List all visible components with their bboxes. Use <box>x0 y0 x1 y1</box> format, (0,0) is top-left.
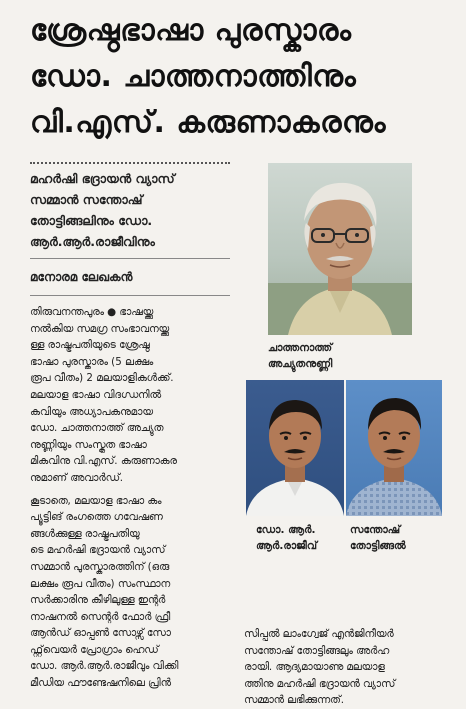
body-line: ആൻഡ് ഓപ്പൺ സോഴ്സ് സോ <box>30 627 171 640</box>
body-line: ത്തിനു മഹർഷി ഭദ്രായൻ വ്യാസ് <box>244 677 396 690</box>
divider <box>30 258 230 259</box>
body-line: ങ്ങൾക്കുള്ള രാഷ്ട്രപതിയു <box>30 527 140 540</box>
byline: മനോരമ ലേഖകൻ <box>30 270 133 284</box>
headline-line: ശ്രേഷ്ഠഭാഷാ പുരസ്കാരം <box>30 13 352 48</box>
body-line: ഫ്റ്റ്‌വെയർ പ്രോഗ്രാം ഹെഡ് <box>30 643 159 656</box>
subheadline-line: മഹർഷി ഭദ്രായൻ വ്യാസ് <box>30 171 175 186</box>
body-line: കവിയും അധ്യാപകനുമായ <box>30 405 153 418</box>
subheadline-line: സമ്മാൻ സന്തോഷ് <box>30 192 143 207</box>
body-line: നാഷനൽ സെന്റർ ഫോർ ഫ്രീ <box>30 610 171 623</box>
body-line: ള്ള രാഷ്ട്രപതിയുടെ ശ്രേഷ്ഠ <box>30 339 150 352</box>
photo-caption-left <box>256 522 317 554</box>
body-line: ഡോ. ചാത്തനാത്ത് അച്യുത <box>30 422 164 435</box>
divider-dotted <box>30 162 230 164</box>
caption-line: അച്യുതനുണ്ണി <box>268 358 333 370</box>
body-line: ഡോ. ആർ.ആർ.രാജീവും വിക്കി <box>30 660 179 673</box>
caption-line: ഡോ. ആർ. <box>256 524 316 536</box>
portrait-photo-santhosh <box>346 380 442 516</box>
photo-caption-right <box>350 522 406 554</box>
portrait-illustration <box>346 380 442 516</box>
headline-line: വി.എസ്. കരുണാകരനും <box>30 105 386 140</box>
divider <box>30 295 230 296</box>
body-line: രായി. ആദ്യമായാണു മലയാള <box>244 661 385 674</box>
body-line: മലയാള ഭാഷാ വിദഗ്ധനിൽ <box>30 388 161 401</box>
body-line: പ്യൂട്ടിങ് രംഗത്തെ ഗവേഷണ <box>30 511 163 524</box>
portrait-photo-rajeev <box>246 380 344 516</box>
photo-caption-top <box>268 340 332 372</box>
body-line: മീഡിയ ഫൗണ്ടേഷനിലെ പ്രിൻ <box>30 677 171 690</box>
caption-line: ആർ.രാജീവ് <box>256 540 318 552</box>
portrait-photo-chathanath <box>268 163 412 335</box>
subheadline-line: ആർ.ആർ.രാജീവിനും <box>30 234 155 249</box>
headline <box>30 8 450 146</box>
body-line: മികവിനു വി.എസ്. കരുണാകര <box>30 455 177 468</box>
article-body <box>30 304 235 692</box>
body-line: സന്തോഷ് തോട്ടിങ്ങലും അർഹ <box>244 644 390 657</box>
body-line: ഭാഷാ പുരസ്കാരം (5 ലക്ഷം <box>30 355 154 368</box>
body-line: നൽകിയ സമഗ്ര സംഭാവനയ്ക്കു <box>30 322 170 335</box>
article-continuation <box>244 626 454 709</box>
caption-line: ചാത്തനാത്ത് <box>268 342 333 354</box>
body-line: സമ്മാൻ പുരസ്കാരത്തിന് (ഒരു <box>30 560 170 573</box>
body-line: തിരുവനന്തപുരം ● ഭാഷയ്ക്കു <box>30 306 154 318</box>
subheadline <box>30 168 235 252</box>
body-line: ടെ മഹർഷി ഭദ്രായൻ വ്യാസ് <box>30 544 166 557</box>
portrait-illustration <box>268 163 412 335</box>
body-line: ലക്ഷം രൂപ വീതം) സംസ്ഥാന <box>30 577 171 590</box>
subheadline-line: തോട്ടിങ്ങലിനും ഡോ. <box>30 213 153 228</box>
body-line: സിപ്പൽ ലാംഗ്വേജ് എൻജിനീയർ <box>244 628 394 640</box>
caption-line: തോട്ടിങ്ങൽ <box>350 540 406 552</box>
portrait-illustration <box>246 380 344 516</box>
body-line: നുണ്ണിയും സംസ്കൃത ഭാഷാ <box>30 438 147 451</box>
body-line: സർക്കാരിനു കീഴിലുള്ള ഇന്റർ <box>30 594 166 607</box>
headline-line: ഡോ. ചാത്തനാത്തിനും <box>30 59 357 94</box>
body-line: നുമാണ് അവാർഡ്. <box>30 471 124 484</box>
caption-line: സന്തോഷ് <box>350 524 401 536</box>
body-line: സമ്മാൻ ലഭിക്കുന്നത്. <box>244 694 344 707</box>
body-line: കൂടാതെ, മലയാള ഭാഷാ കം <box>30 494 162 507</box>
body-line: രൂപ വീതം) 2 മലയാളികൾക്ക്. <box>30 372 174 385</box>
